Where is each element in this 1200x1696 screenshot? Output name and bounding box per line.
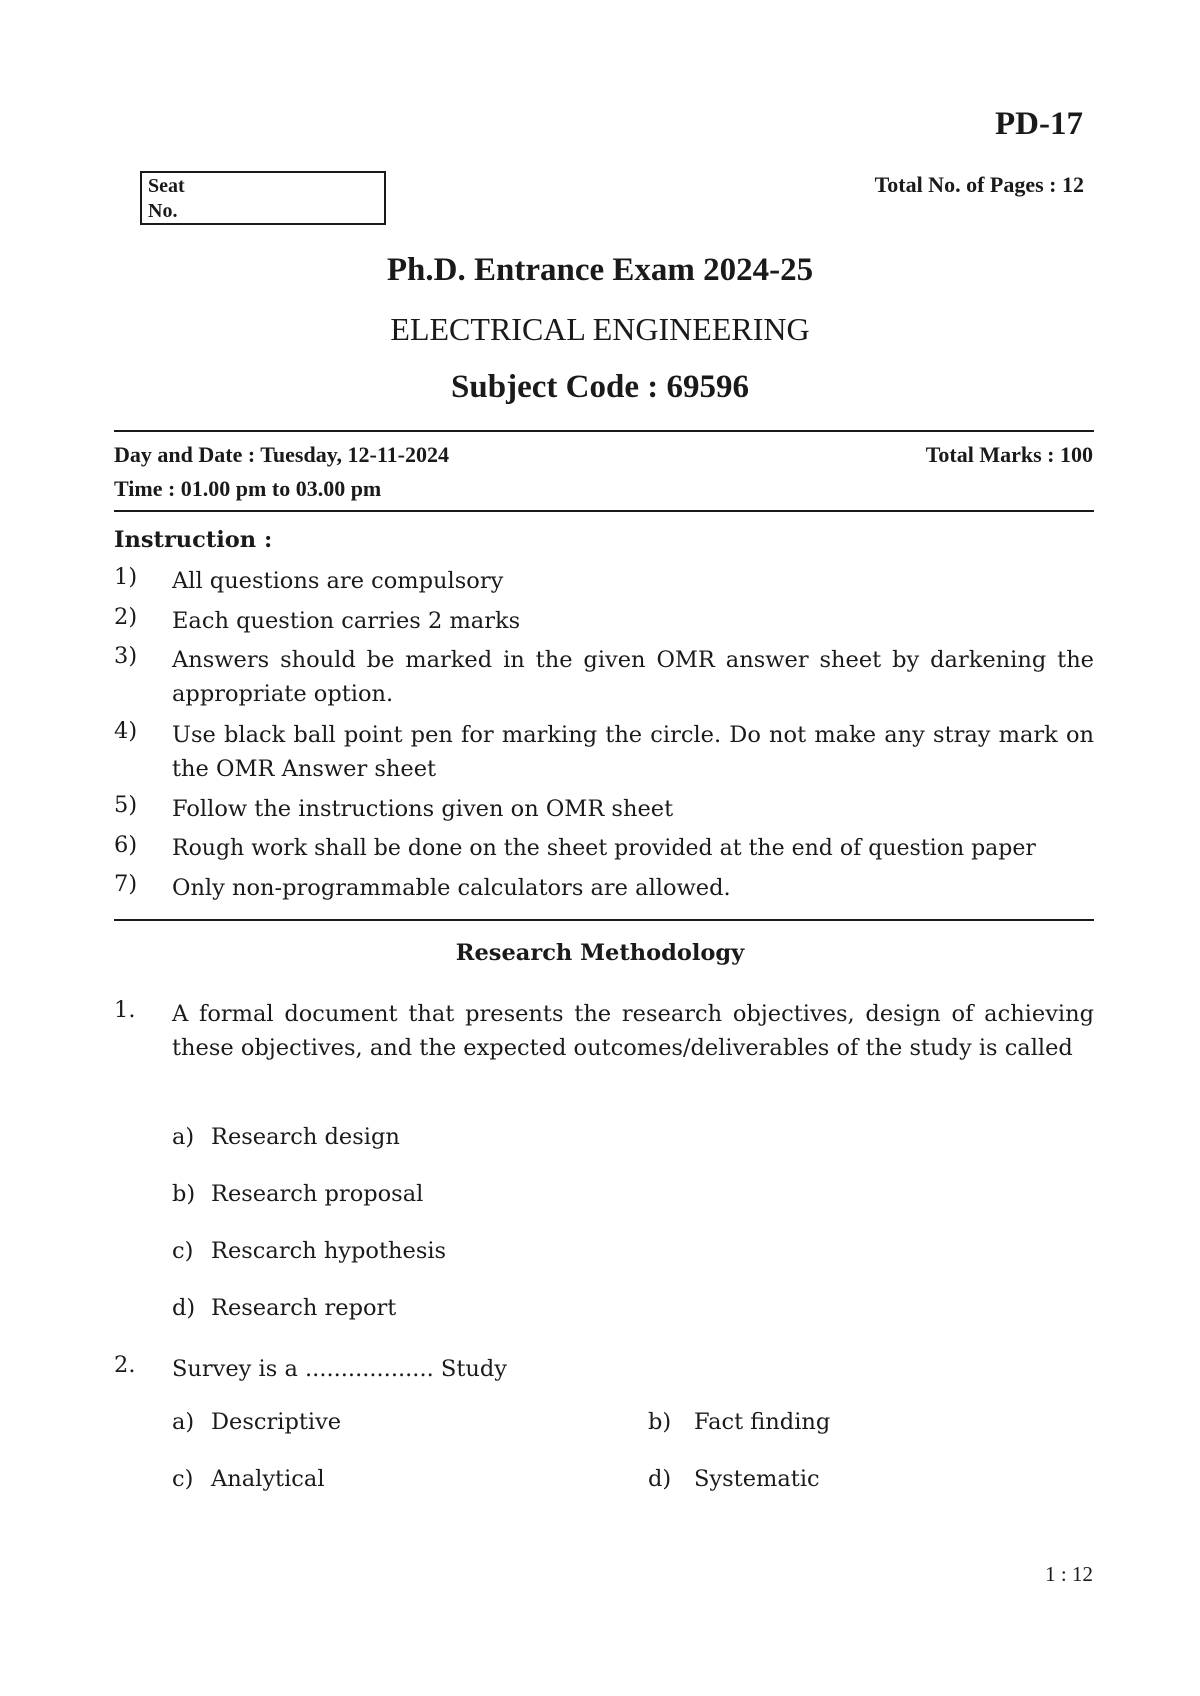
page-number: 1 : 12 [1045,1562,1093,1586]
instruction-number: 1) [114,564,138,590]
instruction-text: Rough work shall be done on the sheet provided at the end of question paper [172,836,1036,861]
question-number: 2. [114,1352,136,1378]
instruction-text: Follow the instructions given on OMR sheet [172,796,674,822]
option-label: b) [172,1181,196,1207]
instruction-text: Each question carries 2 marks [172,608,521,634]
option-label: c) [172,1466,194,1492]
total-marks: Total Marks : 100 [925,442,1093,467]
option-text: Systematic [694,1466,820,1492]
divider [114,919,1094,921]
section-title: Research Methodology [455,940,745,966]
option-text: Research design [211,1124,400,1150]
option-label: c) [172,1238,194,1264]
instruction-text: Only non-programmable calculators are allowed. [172,875,731,901]
instruction-text: Answers should be marked in the given OMR answer sheet by darkening the appropriate option. [172,647,1094,707]
instruction-number: 4) [114,718,138,744]
divider [114,430,1094,432]
seat-label: Seat [148,175,185,197]
option-label: b) [648,1409,672,1435]
option-text: Fact finding [694,1409,831,1435]
instruction-heading: Instruction : [114,527,273,553]
instruction-number: 3) [114,643,138,669]
question-text: Survey is a .................. Study [172,1356,507,1382]
instruction-number: 6) [114,832,138,858]
option-label: a) [172,1124,195,1150]
option-label: d) [648,1466,672,1492]
total-pages: Total No. of Pages : 12 [874,172,1084,197]
option-text: Rescarch hypothesis [211,1238,447,1264]
paper-code: PD-17 [995,106,1083,142]
option-text: Descriptive [211,1409,342,1435]
instruction-text: All questions are compulsory [172,568,504,594]
instruction-number: 2) [114,604,138,630]
instruction-text: Use black ball point pen for marking the circle. Do not make any stray mark on the OMR Answer sheet [172,722,1094,782]
option-label: d) [172,1295,196,1321]
seat-number-box [140,171,386,225]
option-label: a) [172,1409,195,1435]
option-text: Research proposal [211,1181,424,1207]
exam-time: Time : 01.00 pm to 03.00 pm [114,476,382,501]
instruction-number: 7) [114,871,138,897]
divider [114,510,1094,512]
option-text: Research report [211,1295,397,1321]
day-date: Day and Date : Tuesday, 12-11-2024 [114,442,449,467]
option-text: Analytical [211,1466,325,1492]
question-text: A formal document that presents the research objectives, design of achieving these objectives, and the expected outcomes/deliverables of the study is called [172,1001,1094,1061]
subject-title: ELECTRICAL ENGINEERING [390,311,810,347]
subject-code: Subject Code : 69596 [451,369,749,405]
instruction-number: 5) [114,792,138,818]
exam-title: Ph.D. Entrance Exam 2024-25 [386,252,814,288]
seat-no-label: No. [148,200,178,222]
question-number: 1. [114,997,136,1023]
